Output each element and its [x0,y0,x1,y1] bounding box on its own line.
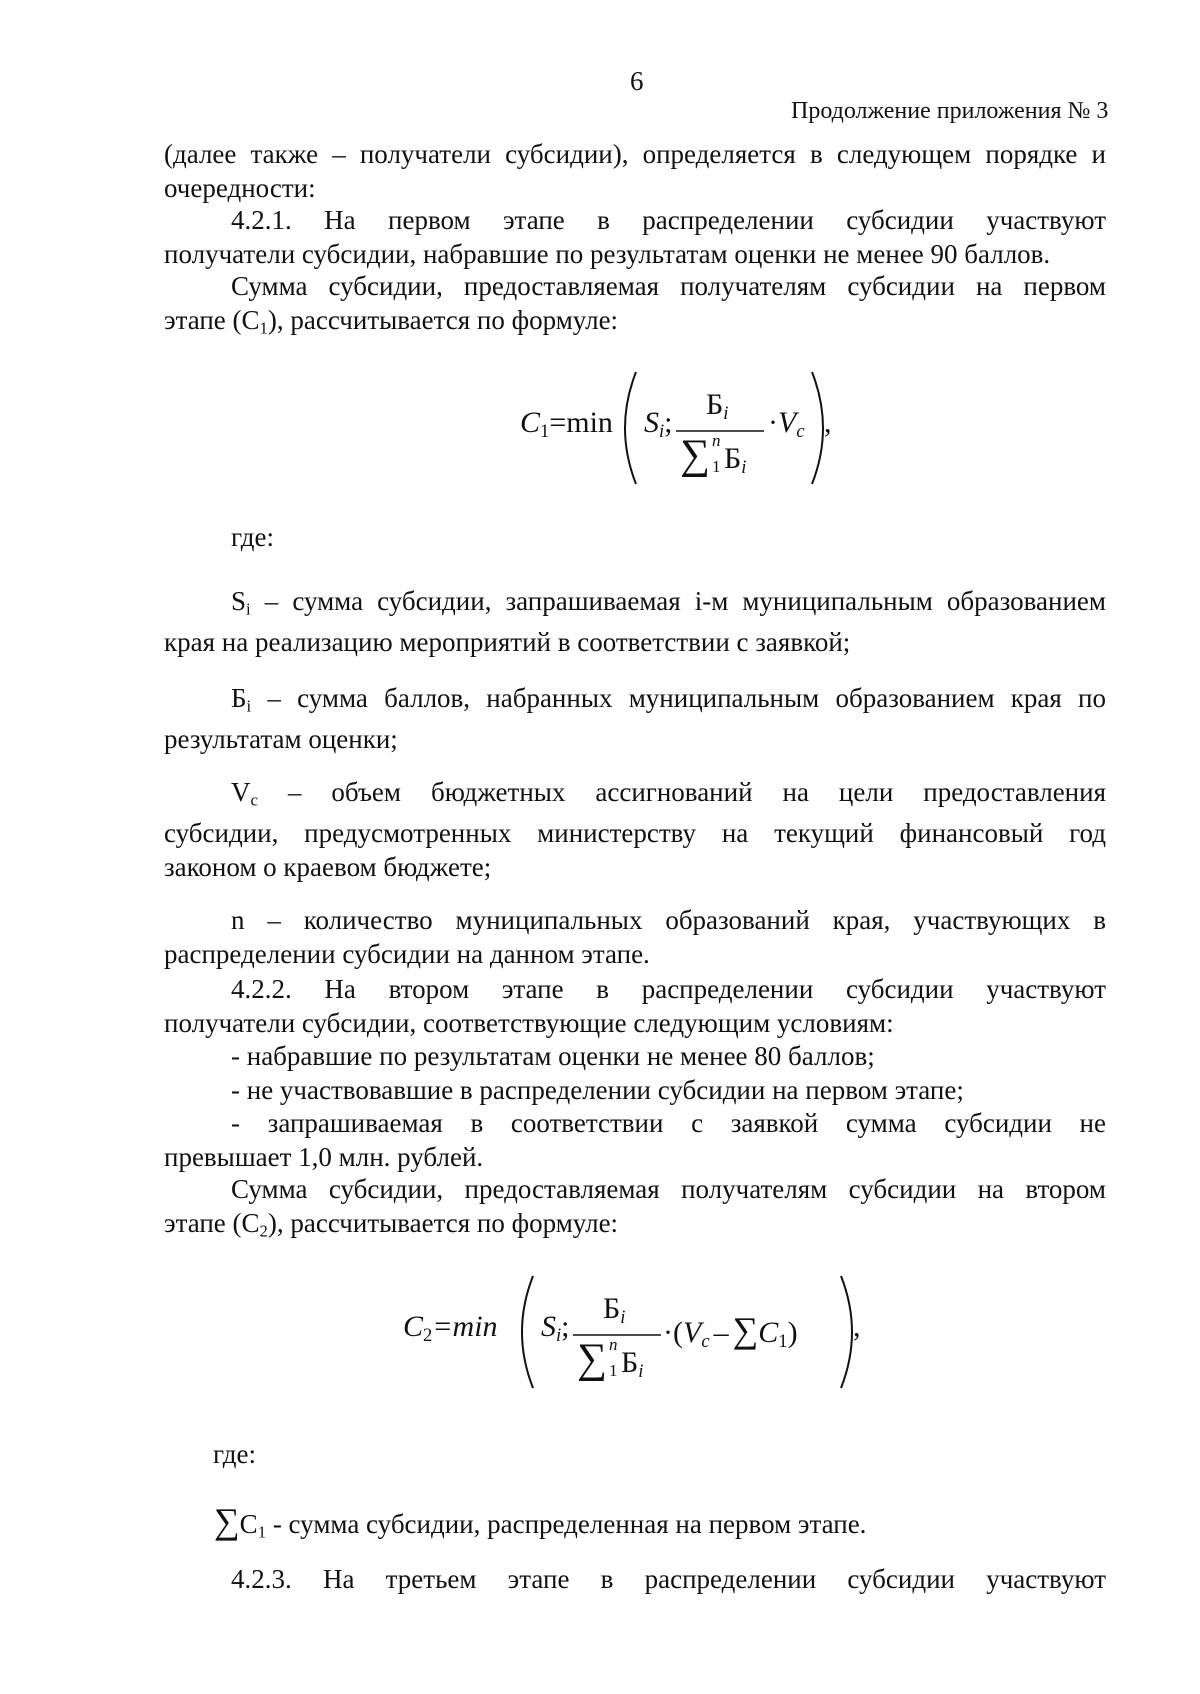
sigma-symbol: ∑ [214,1501,240,1541]
sigma-symbol: ∑ [732,1310,759,1350]
text-line: Сумма субсидии, предоставляемая получателям субсидии на первом [231,271,1106,301]
text-line: края на реализацию мероприятий в соответствии с заявкой; [164,627,851,658]
text-line: - запрашиваемая в соответствии с заявкой сумма субсидии не [231,1108,1106,1138]
text-line: превышает 1,0 млн. рублей. [164,1141,484,1172]
text-line [164,304,1106,345]
sigma-limits [607,1335,621,1380]
text-line: - набравшие по результатам оценки не менее 80 баллов; [231,1041,875,1071]
formula-lhs [520,408,613,442]
text-line: результатам оценки; [164,724,398,755]
subscript: 1 [259,318,268,338]
formula-paren: ) [787,1316,798,1349]
formula-symbol: S [541,1310,556,1343]
subscript: c [250,790,258,810]
text-line: законом о краевом бюджете; [164,851,492,882]
formula-trailing-comma: , [824,406,832,439]
left-paren [625,372,636,484]
text-line: 4.2.1. На первом этапе в распределении субсидии участвуют [231,205,1106,235]
text-line: очередности: [164,172,316,203]
text-line: Сумма субсидии, предоставляемая получателям субсидии на втором [231,1174,1106,1204]
formula-symbol: C [403,1310,424,1343]
subscript: i [723,403,729,425]
subscript: 2 [259,1221,268,1241]
symbol: S [231,586,247,616]
formula-separator: ; [664,406,673,439]
formula-symbol: Б [723,442,742,475]
formula-paren: ( [673,1316,683,1349]
definition-sum-c1 [214,1500,866,1543]
sigma-symbol: ∑ [680,432,710,478]
paragraph-sum-stage-1 [164,270,1106,345]
formula-symbol: V [778,406,797,439]
text-line [164,585,1106,626]
formula-v-term [663,1312,798,1352]
text-line: (далее также – получатели субсидии), определяется в следующем порядке и [164,139,1106,169]
appendix-caption: Продолжение приложения № 3 [791,98,1109,124]
subscript: i [556,1325,562,1347]
formula-trailing-comma: , [853,1310,861,1343]
text-line: получатели субсидии, соответствующие следующим условиям: [164,1007,894,1038]
subscript: i [246,696,252,716]
text-span: – сумма субсидии, запрашиваемая i-м муниципальным образованием [250,586,1106,616]
formula-denominator [680,431,747,479]
superscript: n [608,1335,618,1354]
subscript: 1 [608,1361,618,1380]
text-line: распределении субсидии на данном этапе. [164,938,650,969]
formula-symbol: C [758,1316,779,1349]
formula-operator: · [768,406,778,439]
text-line [164,776,1106,817]
formula-symbol: C [520,406,541,439]
subscript: c [701,1331,710,1353]
subscript: i [620,1307,626,1329]
where-label: где: [213,1439,256,1469]
formula-s-term [541,1312,570,1346]
text-line: 4.2.2. На втором этапе в распределении субсидии участвуют [231,974,1106,1004]
text-line: получатели субсидии, набравшие по результатам оценки не менее 90 баллов. [164,238,1051,269]
left-paren [522,1276,533,1388]
formula-symbol: Б [706,388,724,421]
subscript: i [246,599,251,619]
right-paren [841,1276,852,1388]
formula-v-term [768,408,805,442]
definition-n [164,904,1106,971]
text-line: субсидии, предусмотренных министерству на текущий финансовый год [164,818,1106,849]
formula-operator: – [713,1316,729,1349]
text-span: – объем бюджетных ассигнований на цели предоставления [257,777,1106,807]
paragraph-4-2-3 [164,1563,1106,1597]
formula-operator: =min [432,1310,498,1343]
paragraph-intro [164,138,1106,205]
definition-v [164,776,1106,884]
symbol: C [239,1509,258,1539]
definition-b [164,682,1106,757]
definition-s [164,585,1106,660]
text-span: – сумма баллов, набранных муниципальным образованием края по [251,683,1106,713]
right-paren [812,372,823,484]
formula-separator: ; [561,1310,570,1343]
subscript: 1 [257,1522,267,1542]
formula-operator: · [663,1316,673,1349]
sigma-limits [710,431,724,476]
symbol: Б [231,683,247,713]
formula-stage-1 [510,368,840,488]
text-line [164,1207,1106,1248]
subscript: 2 [423,1325,433,1347]
formula-symbol: V [683,1316,702,1349]
sigma-symbol: ∑ [577,1336,607,1382]
formula-numerator [706,390,728,424]
formula-lhs [403,1312,498,1346]
superscript: n [711,431,721,450]
subscript: 1 [711,457,721,476]
subscript: c [796,421,805,443]
symbol: V [231,777,251,807]
formula-denominator [577,1335,644,1383]
paragraph-sum-stage-2 [164,1173,1106,1248]
formula-s-term [644,408,673,442]
formula-numerator [603,1294,625,1328]
formula-symbol: S [644,406,659,439]
formula-operator: =min [549,406,613,439]
text-span: - сумма субсидии, распределенная на первом этапе. [266,1509,867,1539]
formula-symbol: Б [603,1292,621,1325]
subscript: i [741,457,747,479]
text-line: 4.2.3. На третьем этапе в распределении субсидии участвуют [231,1564,1106,1594]
where-label: где: [231,522,274,552]
page-number: 6 [630,66,644,96]
text-line: n – количество муниципальных образований края, участвующих в [231,905,1106,935]
subscript: 1 [540,421,550,443]
formula-symbol: Б [620,1346,639,1379]
text-line [164,682,1106,723]
subscript: i [638,1361,644,1383]
paragraph-4-2-2 [164,973,1106,1174]
subscript: i [659,421,665,443]
text-span: этапе (С [164,1207,260,1238]
subscript: 1 [778,1331,788,1353]
formula-stage-2 [395,1272,865,1392]
text-line: - не участвовавшие в распределении субсидии на первом этапе; [231,1074,964,1105]
paragraph-4-2-1 [164,204,1106,271]
text-span: ), рассчитывается по формуле: [267,1207,619,1238]
text-span: этапе (С [164,304,260,335]
text-span: ), рассчитывается по формуле: [267,304,619,335]
